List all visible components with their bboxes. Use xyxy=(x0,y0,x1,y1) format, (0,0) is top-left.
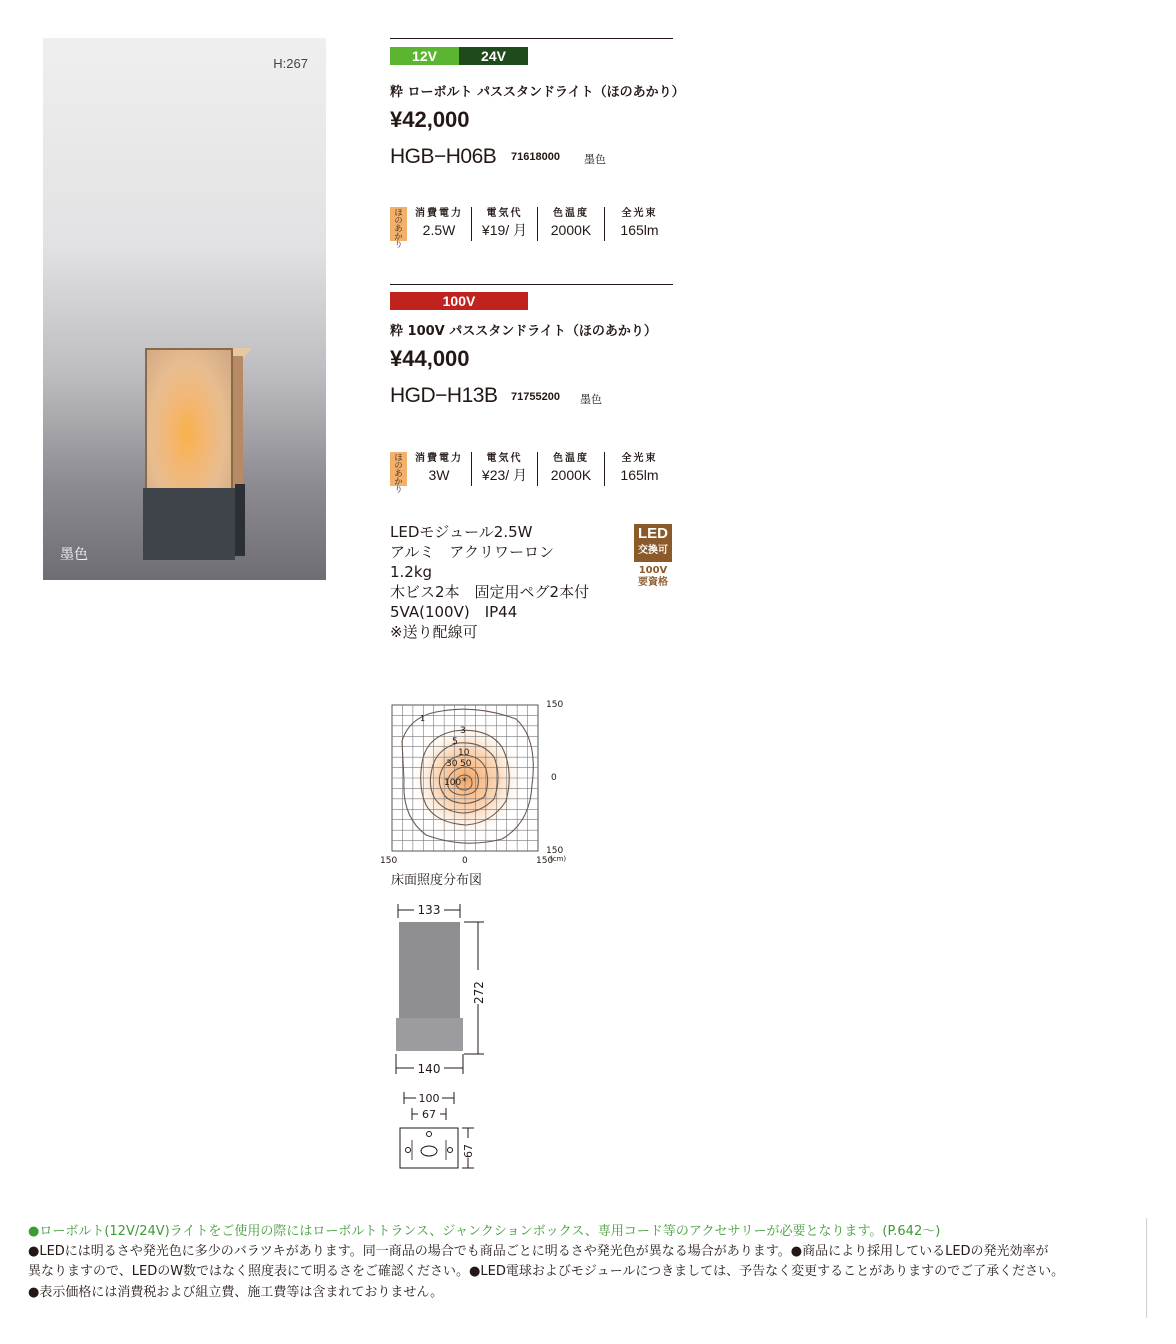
color-label: 墨色 xyxy=(60,547,88,563)
product-code: 71618000 xyxy=(511,151,560,163)
contour-label: 1 xyxy=(420,714,426,723)
dim-top-width: 133 xyxy=(417,903,441,917)
height-label: H:267 xyxy=(273,56,308,71)
spec-value: ¥19/ 月 xyxy=(481,222,528,238)
spec-value: 165lm xyxy=(620,222,659,238)
contour-label: 5 xyxy=(452,737,458,747)
spec-temp xyxy=(537,452,604,486)
lamp-shade xyxy=(145,348,233,493)
grid xyxy=(392,705,538,851)
footnote-lowvoltage: ●ローボルト(12V/24V)ライトをご使用の際にはローボルトトランス、ジャンクションボックス、専用コード等のアクセサリーが必要となります。(P.642〜) xyxy=(28,1224,941,1239)
spec-value: 2.5W xyxy=(422,222,456,238)
spec-tag: ほ の あ か り xyxy=(390,452,407,486)
product-name: 粋 ローボルト パススタンドライト（ほのあかり） xyxy=(390,85,685,100)
product-model: HGD−H13B xyxy=(390,384,498,407)
led-requirement-note xyxy=(632,565,674,589)
axis-label: 150 xyxy=(546,846,564,856)
product-name: 粋 100V パススタンドライト（ほのあかり） xyxy=(390,324,657,339)
lamp-base-side xyxy=(235,484,245,556)
led-note-voltage: 100V xyxy=(638,565,668,576)
spec-power xyxy=(409,452,469,486)
detail-line: 木ビス2本 固定用ペグ2本付 xyxy=(390,583,590,601)
axis-label: 150 xyxy=(536,856,554,866)
product-code: 71755200 xyxy=(511,391,560,403)
footnote-led-variance: ●LEDには明るさや発光色に多少のバラツキがあります。同一商品の場合でも商品ごとに明るさや発光色が異なる場合があります。●商品により採用しているLEDの発光効率が xyxy=(28,1244,1049,1259)
spec-label: 消費電力 xyxy=(415,208,463,219)
dimension-drawing-base xyxy=(392,1090,492,1180)
contour-label: 100 xyxy=(444,778,462,788)
spec-value: 2000K xyxy=(550,222,592,238)
right-edge-rule xyxy=(1146,1218,1147,1318)
lamp-base xyxy=(143,488,235,560)
divider xyxy=(390,284,673,285)
contour-label: 3 xyxy=(460,726,466,736)
divider xyxy=(390,38,673,39)
product-color: 墨色 xyxy=(580,393,602,406)
axis-label: 0 xyxy=(462,856,468,866)
detail-line: ※送り配線可 xyxy=(390,623,478,641)
axis-label: 150 xyxy=(380,856,398,866)
spec-label: 消費電力 xyxy=(415,453,463,464)
product-details xyxy=(390,522,589,642)
contour-label: 50 xyxy=(460,759,472,769)
contour-label: 30 xyxy=(446,759,458,769)
detail-line: 5VA(100V) IP44 xyxy=(390,603,518,621)
spec-table xyxy=(390,452,673,494)
spec-value: 2000K xyxy=(550,467,592,483)
spec-temp xyxy=(537,207,604,241)
dim-bottom-width: 140 xyxy=(417,1062,441,1076)
illuminance-distribution-diagram xyxy=(378,695,578,867)
lamp-shade-side xyxy=(233,356,243,494)
footnote-price: ●表示価格には消費税および組立費、施工費等は含まれておりません。 xyxy=(28,1285,444,1300)
spec-table xyxy=(390,207,673,249)
center-marker: * xyxy=(462,777,467,787)
axis-label: 150 xyxy=(546,700,564,710)
led-badge-sub: 交換可 xyxy=(638,545,668,556)
axis-unit: (cm) xyxy=(550,855,567,863)
led-note-license: 要資格 xyxy=(638,577,668,588)
led-replaceable-badge xyxy=(634,524,672,562)
dim-height: 272 xyxy=(472,981,486,1004)
spec-label: 全光束 xyxy=(621,453,658,464)
dim-base-depth: 67 xyxy=(462,1144,475,1158)
detail-line: アルミ アクリワーロン xyxy=(390,543,554,561)
spec-label: 色温度 xyxy=(553,208,589,219)
spec-value: 165lm xyxy=(620,467,659,483)
spec-cost xyxy=(471,452,537,486)
product-price: ¥42,000 xyxy=(390,107,470,132)
spec-value: ¥23/ 月 xyxy=(481,467,528,483)
dim-hole-pitch: 67 xyxy=(422,1108,436,1121)
spec-lumen xyxy=(604,452,674,486)
voltage-badge-12v: 12V xyxy=(390,47,459,65)
product-model: HGB−H06B xyxy=(390,145,497,168)
spec-cost xyxy=(471,207,537,241)
spec-power xyxy=(409,207,469,241)
voltage-badge-100v: 100V xyxy=(390,292,528,310)
product-color: 墨色 xyxy=(584,153,606,166)
product-price: ¥44,000 xyxy=(390,346,470,371)
spec-lumen xyxy=(604,207,674,241)
spec-label: 色温度 xyxy=(553,453,589,464)
led-badge-title: LED xyxy=(638,525,668,542)
dimension-drawing-front xyxy=(388,898,498,1078)
axis-label: 0 xyxy=(551,773,557,783)
detail-line: 1.2kg xyxy=(390,563,433,581)
spec-label: 電気代 xyxy=(486,453,523,464)
voltage-badge-24v: 24V xyxy=(459,47,528,65)
base-silhouette xyxy=(396,1018,463,1051)
detail-line: LEDモジュール2.5W xyxy=(390,523,533,541)
diagram-caption: 床面照度分布図 xyxy=(391,873,483,888)
spec-value: 3W xyxy=(428,467,450,483)
footnote-led-change: 異なりますので、LEDのW数ではなく照度表にて明るさをご確認ください。●LED電球およびモジュールにつきましては、予告なく変更することがありますのでご了承ください。 xyxy=(28,1264,1065,1279)
spec-tag: ほ の あ か り xyxy=(390,207,407,241)
product-photo xyxy=(43,38,326,580)
spec-label: 電気代 xyxy=(486,208,523,219)
contour-label: 10 xyxy=(458,748,470,758)
dim-base-width: 100 xyxy=(418,1092,440,1105)
spec-label: 全光束 xyxy=(621,208,658,219)
